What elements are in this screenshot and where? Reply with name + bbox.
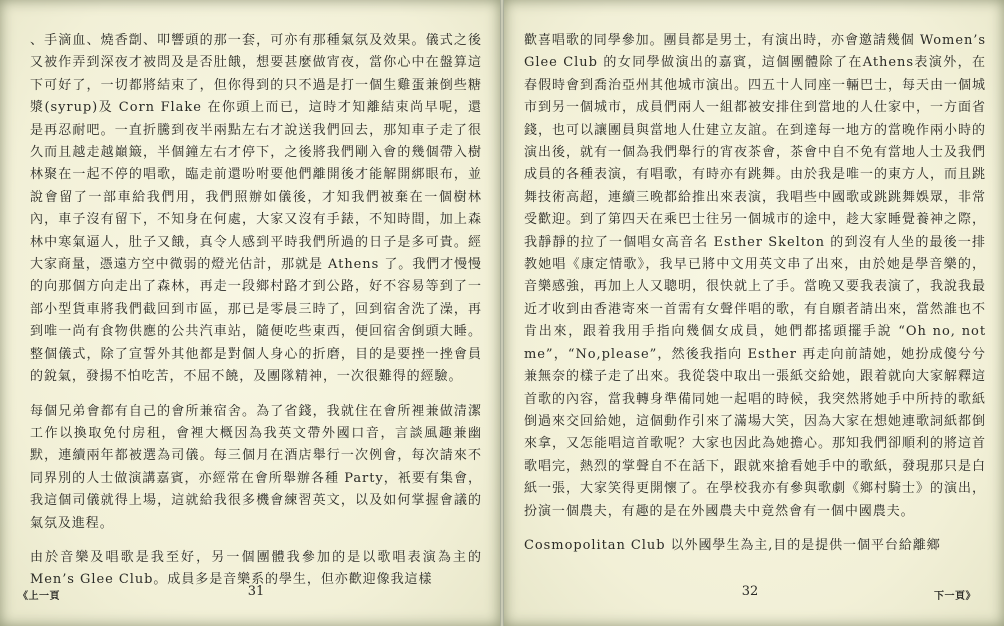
- right-page-footer: [504, 584, 1004, 604]
- left-page-text: [30, 30, 482, 592]
- paragraph: 歡喜唱歌的同學參加。團員都是男士，有演出時，亦會邀請幾個 Women’s Glee Club 的女同學做演出的嘉賓，這個團體除了在Athens表演外，在春假時會到喬治亞州其他城市演出。四五十人同座一輛巴士，每天由一個城市到另一個城市，成員們兩人一組都被安排住到當地的人仕家中，一方面省錢，也可以讓團員與當地人仕建立友誼。在到達每一地方的當晚作兩小時的演出後，就有一個為我們舉行的宵夜茶會，茶會中自不免有當地人士及我們成員的各種表演，有唱歌，有時亦有跳舞。由於我是唯一的東方人，而且跳舞技術高超，連續三晚都給推出來表演，我唱些中國歌或跳跳舞娛眾，非常受歡迎。到了第四天在乘巴士往另一個城市的途中，趁大家睡覺養神之際，我靜靜的拉了一個唱女高音名 Esther Skelton 的到沒有人坐的最後一排教她唱《康定情歌》，我早已將中文用英文串了出來，由於她是學音樂的，音樂感強，再加上人又聰明，很快就上了手。當晚又要我表演了，我說我最近才收到由香港寄來一首需有女聲伴唱的歌，有自願者請出來，當然誰也不肯出來，跟着我用手指向幾個女成員，她們都搖頭擺手說 “Oh no, not me”，“No,please”，然後我指向 Esther 再走向前請她，她扮成傻兮兮兼無奈的樣子走了出來。我從袋中取出一張紙交給她，跟着就向大家解釋這首歌的內容，當我轉身準備同她一起唱的時候，我突然將她手中所持的歌紙倒過來交回給她，這個動作引來了滿場大笑，因為大家在想她連歌詞紙都倒來拿，又怎能唱這首歌呢？大家也因此為她擔心。那知我們卻順利的將這首歌唱完，熱烈的掌聲自不在話下，跟就來搶看她手中的歌紙，發現那只是白紙一張，大家笑得更開懷了。在學校我亦有參與歌劇《鄉村騎士》的演出，扮演一個農夫，有趣的是在外國農夫中竟然會有一個中國農夫。: [524, 33, 986, 519]
- paragraph: 由於音樂及唱歌是我至好，另一個團體我參加的是以歌唱表演為主的 Men’s Glee Club。成員多是音樂系的學生，但亦歡迎像我這樣: [30, 549, 482, 588]
- paragraph: 、手滴血、燒香劏、叩響頭的那一套，可亦有那種氣氛及效果。儀式之後又被作弄到深夜才被問及是否肚餓，想要甚麼做宵夜，當你心中在盤算這下可好了，一切都將結束了，但你得到的只不過是打一個生雞蛋兼倒些糖漿(syrup)及 Corn Flake 在你頭上而已，這時才知離結束尚早呢，還是再忍耐吧。一直折騰到夜半兩點左右才說送我們回去，那知車子走了很久而且越走越巔簸，半個鐘左右才停下，之後將我們剛入會的幾個帶入樹林聚在一起不停的唱歌，臨走前還吩咐要他們離開後才能解開綁眼布，並說會留了一部車給我們用，我們照辦如儀後，才知我們被棄在一個樹林內，車子沒有留下，不知身在何處，大家又沒有手錶，不知時間，加上森林中寒氣逼人，肚子又餓，真令人感到平時我們所過的日子是多可貴。經大家商量，憑遠方空中微弱的燈光估計，那就是 Athens 了。我們才慢慢的向那個方向走出了森林，再走一段鄉村路才到公路，好不容易等到了一部小型貨車將我們截回到市區，那已是零晨三時了，回到宿舍洗了澡，再到唯一尚有食物供應的公共汽車站，隨便吃些東西，便回宿舍倒頭大睡。整個儀式，除了宣誓外其他都是對個人身心的折磨，目的是要挫一挫會員的銳氣，發揚不怕吃苦，不屈不饒，及團隊精神，一次很難得的經驗。: [30, 33, 482, 385]
- previous-page-button[interactable]: 《上一頁: [18, 591, 60, 602]
- next-page-button[interactable]: 下一頁》: [934, 591, 976, 602]
- paragraph: Cosmopolitan Club 以外國學生為主,目的是提供一個平台給離鄉: [524, 537, 941, 553]
- left-page: [0, 0, 500, 626]
- right-page-text: [524, 30, 986, 557]
- left-page-footer: [0, 584, 500, 604]
- page-number: 31: [247, 584, 265, 599]
- page-number: 32: [741, 584, 759, 599]
- paragraph: 每個兄弟會都有自己的會所兼宿舍。為了省錢，我就住在會所裡兼做清潔工作以換取免付房租，會裡大概因為我英文帶外國口音，言談風趣兼幽默，連續兩年都被選為司儀。每三個月在酒店舉行一次例會，每次請來不同界別的人士做演講嘉賓，亦經常在會所舉辦各種 Party，衹要有集會，我這個司儀就得上場，這就給我很多機會練習英文，以及如何掌握會議的氣氛及進程。: [30, 403, 482, 531]
- right-page: [504, 0, 1004, 626]
